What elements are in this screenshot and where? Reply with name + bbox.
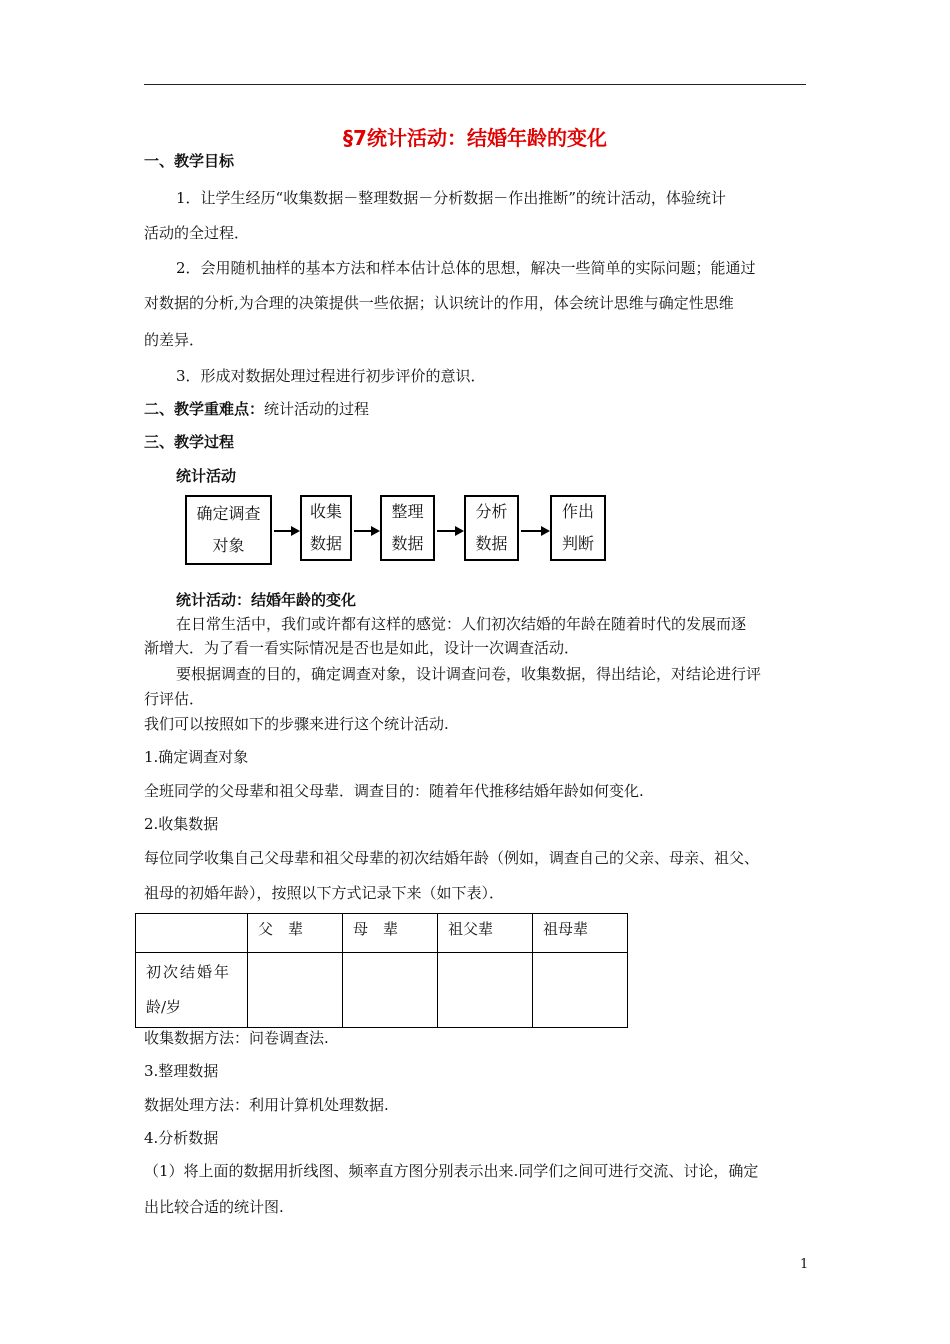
- flow-step-label: 数据: [475, 534, 508, 553]
- table-cell: [136, 914, 248, 953]
- flow-step-label: 作出: [561, 502, 594, 521]
- flow-step-label: 收集: [309, 502, 342, 521]
- flow-step-define-target: [185, 495, 272, 565]
- section2-text: 统计活动的过程: [264, 400, 370, 418]
- flow-arrow: [521, 530, 548, 532]
- step4-line2: 出比较合适的统计图.: [144, 1198, 284, 1216]
- goal2-line2: 对数据的分析,为合理的决策提供一些依据；认识统计的作用，体会统计思维与确定性思维: [144, 294, 734, 312]
- goal2-line1: 2．会用随机抽样的基本方法和样本估计总体的思想，解决一些简单的实际问题；能通过: [176, 259, 756, 277]
- steps-intro: 我们可以按照如下的步骤来进行这个统计活动.: [144, 715, 449, 733]
- intro-line2: 渐增大．为了看一看实际情况是否也是如此，设计一次调查活动．: [144, 639, 580, 657]
- step2-title: 2.收集数据: [144, 815, 219, 833]
- flow-step-label: 整理: [391, 502, 424, 521]
- row-label-line1: 初次结婚年: [146, 963, 232, 981]
- intro-line1: 在日常生活中，我们或许都有这样的感觉：人们初次结婚的年龄在随着时代的发展而逐: [176, 615, 747, 633]
- goal1-line1: 1．让学生经历“收集数据－整理数据－分析数据－作出推断”的统计活动，体验统计: [176, 189, 726, 207]
- step1-text: 全班同学的父母辈和祖父母辈．调查目的：随着年代推移结婚年龄如何变化.: [144, 782, 644, 800]
- section1-heading: 一、教学目标: [144, 152, 235, 170]
- flow-step-label: 数据: [391, 534, 424, 553]
- table-row: [136, 953, 628, 1028]
- table-header-grandfather: 祖父辈: [438, 914, 533, 953]
- step4-title: 4.分析数据: [144, 1129, 219, 1147]
- requirement-line2: 行评估．: [144, 690, 205, 708]
- requirement-line1: 要根据调查的目的，确定调查对象，设计调查问卷，收集数据，得出结论，对结论进行评: [176, 665, 762, 683]
- table-cell: [533, 953, 628, 1028]
- record-table: [135, 913, 628, 1028]
- activity-title: 统计活动：结婚年龄的变化: [176, 591, 357, 609]
- section2-heading: 二、教学重难点：: [144, 400, 265, 418]
- step2-line1: 每位同学收集自己父母辈和祖父母辈的初次结婚年龄（例如，调查自己的父亲、母亲、祖父、: [144, 849, 760, 867]
- table-row-label: [136, 953, 248, 1028]
- flow-step-collect: [300, 495, 352, 561]
- collect-method: 收集数据方法：问卷调查法.: [144, 1029, 329, 1047]
- flow-step-label: 判断: [561, 534, 594, 553]
- row-label-line2: 龄/岁: [146, 998, 182, 1016]
- table-row: [136, 914, 628, 953]
- flow-step-label: 分析: [475, 502, 508, 521]
- table-header-grandmother: 祖母辈: [533, 914, 628, 953]
- flow-step-label: 确定调查: [196, 504, 261, 523]
- flow-arrow: [354, 530, 378, 532]
- flow-title: 统计活动: [176, 467, 237, 485]
- section3-heading: 三、教学过程: [144, 433, 235, 451]
- step3-text: 数据处理方法：利用计算机处理数据.: [144, 1096, 389, 1114]
- step3-title: 3.整理数据: [144, 1062, 219, 1080]
- step2-line2: 祖母的初婚年龄），按照以下方式记录下来（如下表）．: [144, 884, 505, 902]
- step4-line1: （1）将上面的数据用折线图、频率直方图分别表示出来.同学们之间可进行交流、讨论，确定: [144, 1162, 759, 1180]
- section2: [144, 398, 369, 419]
- flow-arrow: [437, 530, 462, 532]
- goal1-line2: 活动的全过程．: [144, 224, 250, 242]
- flow-arrow: [274, 530, 298, 532]
- page-title: §7统计活动：结婚年龄的变化: [343, 126, 607, 150]
- flow-step-label: 对象: [212, 536, 245, 555]
- table-header-mother: 母 辈: [343, 914, 438, 953]
- flow-step-label: 数据: [309, 534, 342, 553]
- header-rule: [144, 84, 806, 85]
- table-cell: [438, 953, 533, 1028]
- table-header-father: 父 辈: [248, 914, 343, 953]
- flow-step-analyze: [464, 495, 519, 561]
- goal2-line3: 的差异．: [144, 331, 205, 349]
- page-number: 1: [800, 1257, 809, 1272]
- table-cell: [343, 953, 438, 1028]
- table-cell: [248, 953, 343, 1028]
- step1-title: 1.确定调查对象: [144, 748, 249, 766]
- goal3: 3．形成对数据处理过程进行初步评价的意识．: [176, 367, 486, 385]
- flow-step-organize: [380, 495, 435, 561]
- flow-step-judge: [550, 495, 606, 561]
